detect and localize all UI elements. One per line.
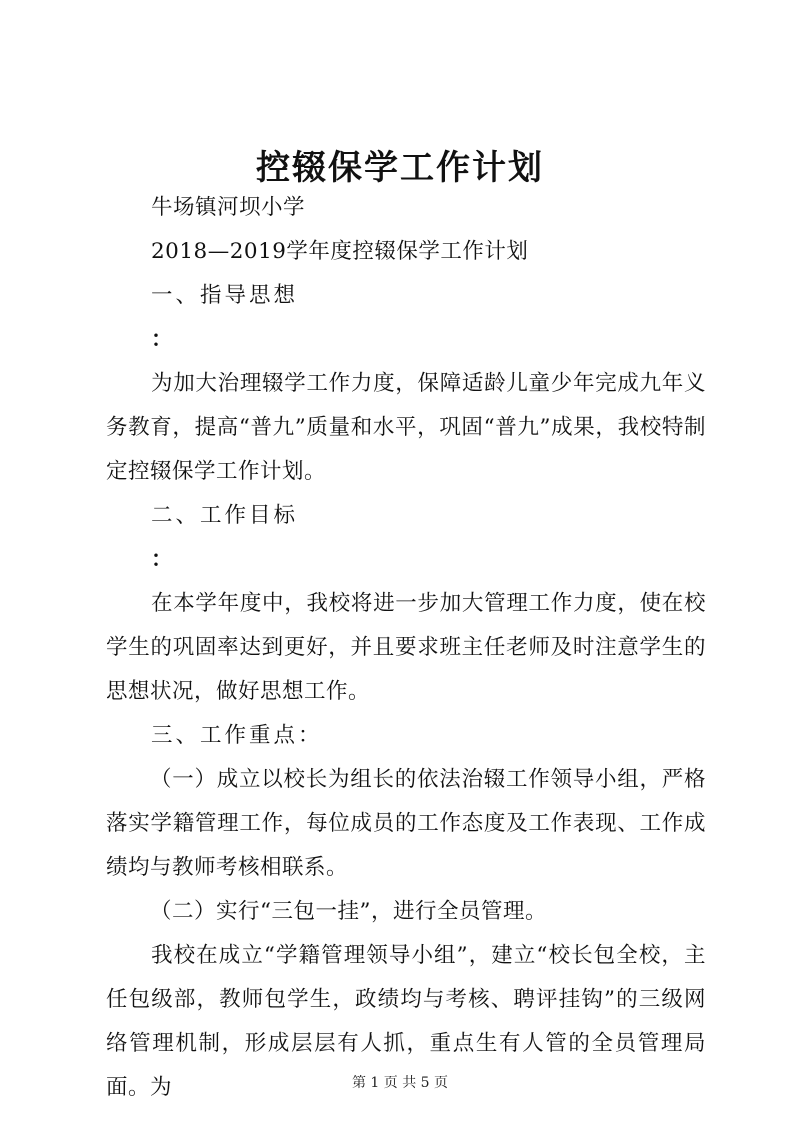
page-footer: 第 1 页 共 5 页 xyxy=(351,1075,449,1091)
section-heading-2: 二、工作目标 xyxy=(151,503,299,528)
paragraph-point-1: （一）成立以校长为组长的依法治辍工作领导小组，严格落实学籍管理工作，每位成员的工作态度及工作表现、工作成绩均与教师考核相联系。 xyxy=(106,767,706,880)
section-colon-2: ： xyxy=(151,547,174,572)
document-body xyxy=(106,186,706,1110)
school-name: 牛场镇河坝小学 xyxy=(151,195,306,220)
section-heading-3: 三、工作重点： xyxy=(151,723,323,748)
document-title: 控辍保学工作计划 xyxy=(256,148,544,188)
paragraph-management: 我校在成立“学籍管理领导小组”，建立“校长包全校，主任包级部，教师包学生，政绩均与考核、聘评挂钩”的三级网络管理机制，形成层层有人抓，重点生有人管的全员管理局面。为 xyxy=(106,943,706,1100)
paragraph-point-2: （二）实行“三包一挂”，进行全员管理。 xyxy=(150,899,547,924)
plan-subtitle: 2018—2019学年度控辍保学工作计划 xyxy=(151,239,529,264)
paragraph-work-goal: 在本学年度中，我校将进一步加大管理工作力度，使在校学生的巩固率达到更好，并且要求班主任老师及时注意学生的思想状况，做好思想工作。 xyxy=(106,591,706,704)
paragraph-guiding-thought: 为加大治理辍学工作力度，保障适龄儿童少年完成九年义务教育，提高“普九”质量和水平，巩固“普九”成果，我校特制定控辍保学工作计划。 xyxy=(106,371,706,484)
section-heading-1: 一、指导思想 xyxy=(151,283,299,308)
section-colon-1: ： xyxy=(151,327,174,352)
